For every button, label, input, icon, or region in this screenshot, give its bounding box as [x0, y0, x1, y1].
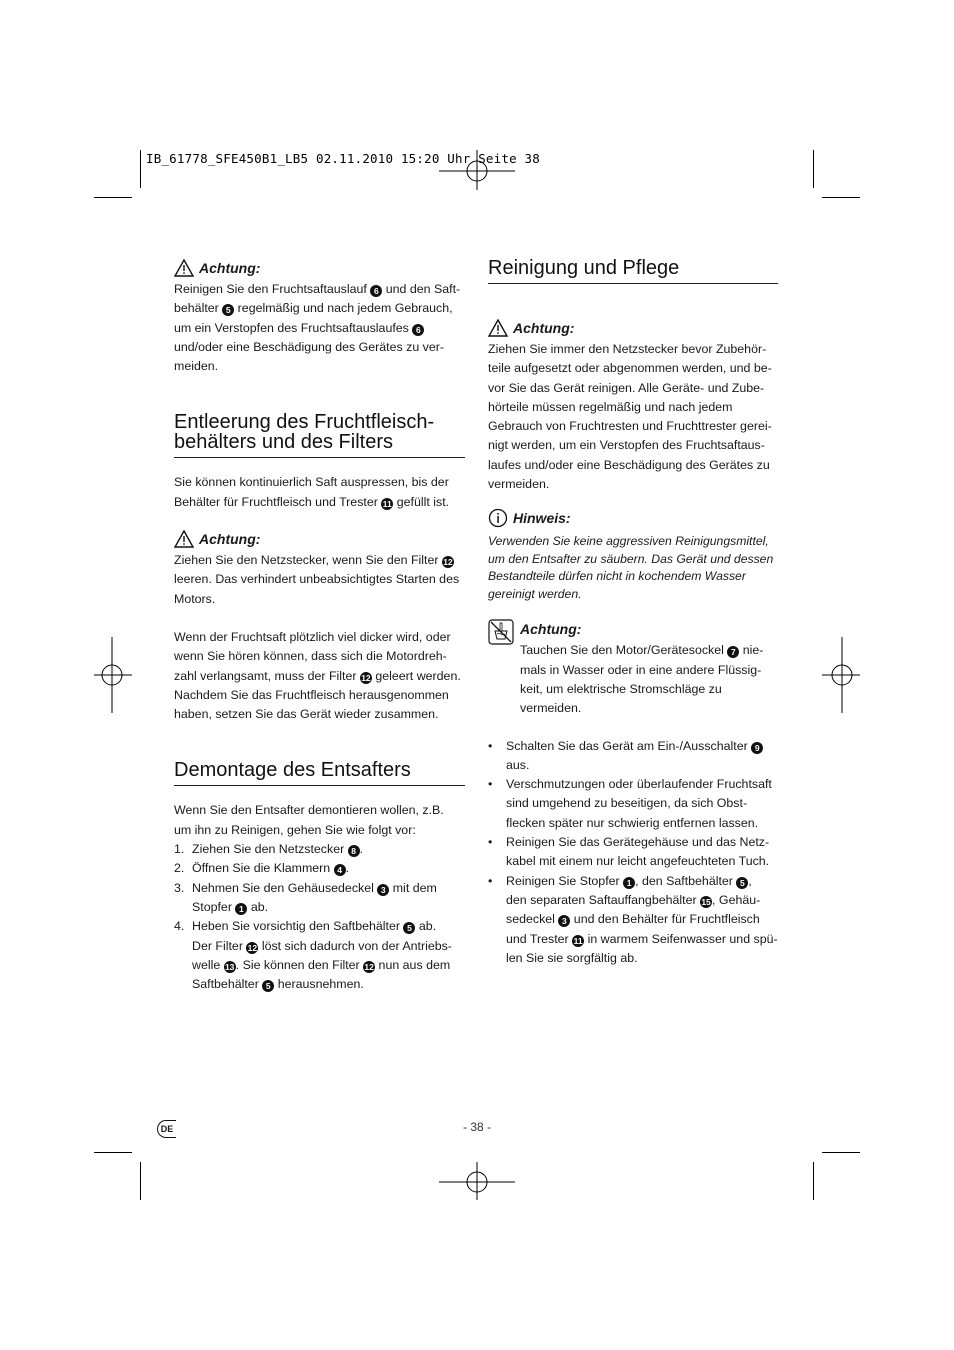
- part-number-badge: 5: [262, 980, 274, 992]
- list-marker: 2.: [174, 861, 185, 876]
- warning-triangle-icon: [488, 319, 508, 337]
- warning-title: Achtung:: [520, 621, 582, 638]
- part-number-badge: 4: [334, 864, 346, 876]
- list-item: [174, 917, 465, 994]
- print-header: IB_61778_SFE450B1_LB5 02.11.2010 15:20 Uhr Seite 38: [146, 151, 541, 166]
- warning-text: [488, 340, 778, 494]
- text-run: den separaten Saftauffangbehälter: [506, 892, 701, 907]
- text-line: [506, 833, 778, 852]
- text-line: [506, 852, 778, 871]
- text-line: [506, 872, 778, 891]
- text-run: regelmäßig und nach jedem Gebrauch,: [234, 301, 453, 316]
- text-run: vor Sie das Gerät reinigen. Alle Geräte- und Zube-: [488, 380, 765, 395]
- text-run: Heben Sie vorsichtig den Saftbehälter: [192, 919, 404, 934]
- left-column: [174, 258, 465, 994]
- text-run: und Trester: [506, 931, 573, 946]
- text-line: [174, 338, 465, 357]
- text-run: Stopfer: [192, 899, 236, 914]
- section-heading-emptying: [174, 412, 465, 458]
- part-number-badge: 3: [377, 884, 389, 896]
- text-line: [520, 641, 778, 660]
- text-run: sind umgehend zu beseitigen, da sich Obst-: [506, 796, 748, 811]
- part-number-badge: 3: [558, 915, 570, 927]
- text-run: meiden.: [174, 359, 219, 374]
- warning-title: Achtung:: [199, 531, 261, 548]
- text-run: Wenn Sie den Entsafter demontieren wollen, z.B.: [174, 803, 444, 818]
- text-line: [506, 949, 778, 968]
- text-line: [174, 628, 465, 647]
- text-run: welle: [192, 957, 224, 972]
- text-run: löst sich dadurch von der Antriebs-: [258, 938, 452, 953]
- text-run: , den Saftbehälter: [635, 873, 737, 888]
- text-line: [174, 590, 465, 609]
- part-number-badge: 5: [403, 922, 415, 934]
- text-line: [488, 436, 778, 455]
- section-heading-cleaning: Reinigung und Pflege: [488, 258, 778, 284]
- warning-heading: [174, 529, 465, 549]
- right-column: [488, 258, 778, 968]
- hint-title: Hinweis:: [513, 510, 571, 527]
- text-run: Schalten Sie das Gerät am Ein-/Ausschalter: [506, 738, 752, 753]
- emptying-intro: [174, 473, 465, 512]
- warning-heading: [488, 318, 778, 338]
- warning-triangle-icon: [174, 259, 194, 277]
- text-run: Ziehen Sie den Netzstecker, wenn Sie den Filter: [174, 553, 442, 568]
- part-number-badge: 9: [751, 742, 763, 754]
- text-line: [520, 699, 778, 718]
- text-line: [488, 417, 778, 436]
- water-warning-heading: [488, 619, 778, 639]
- text-run: .: [359, 842, 364, 857]
- text-run: gefüllt ist.: [393, 494, 450, 509]
- text-line: [192, 975, 465, 994]
- text-run: geleert werden.: [371, 668, 461, 683]
- text-run: Ziehen Sie den Netzstecker: [192, 842, 348, 857]
- text-run: . Sie können den Filter: [235, 957, 364, 972]
- text-run: und den Behälter für Fruchtfleisch: [570, 912, 760, 927]
- part-number-badge: 15: [701, 896, 711, 907]
- text-line: [506, 910, 778, 929]
- text-line: [174, 357, 465, 376]
- part-number-badge: 1: [235, 903, 247, 915]
- text-run: .: [345, 861, 350, 876]
- list-item: [174, 840, 465, 859]
- list-marker: •: [488, 873, 493, 888]
- warning-text: [174, 551, 465, 609]
- text-line: [506, 737, 778, 756]
- list-item: [488, 872, 778, 968]
- text-run: Reinigen Sie Stopfer: [506, 873, 624, 888]
- list-marker: •: [488, 835, 493, 850]
- part-number-badge: 6: [370, 285, 382, 297]
- text-line: [174, 299, 465, 318]
- text-run: , Gehäu-: [712, 892, 761, 907]
- hint-line: gereinigt werden.: [488, 586, 582, 601]
- part-number-badge: 5: [736, 877, 748, 889]
- text-run: und den Saft-: [382, 282, 461, 296]
- part-number-badge: 11: [573, 935, 583, 946]
- text-line: [192, 937, 465, 956]
- water-warning-text: [488, 641, 778, 718]
- text-line: [506, 891, 778, 910]
- text-line: [174, 667, 465, 686]
- text-line: [506, 930, 778, 949]
- warning-title: Achtung:: [513, 320, 575, 336]
- text-line: [488, 456, 778, 475]
- part-number-badge: 5: [222, 304, 234, 316]
- list-item: [488, 833, 778, 872]
- text-line: [488, 475, 778, 494]
- text-line: [488, 340, 778, 359]
- text-run: Reinigen Sie das Gerätegehäuse und das Netz-: [506, 835, 770, 850]
- water-warning: [488, 619, 778, 718]
- text-line: [174, 705, 465, 724]
- text-line: [174, 551, 465, 570]
- warning-text: [174, 280, 465, 376]
- text-line: [506, 775, 778, 794]
- text-run: wenn Sie hören können, dass sich die Motordreh-: [174, 649, 447, 664]
- list-marker: 3.: [174, 880, 185, 895]
- disassembly-intro: [174, 801, 465, 840]
- text-line: [192, 956, 465, 975]
- cleaning-bullets: [488, 737, 778, 969]
- text-run: nun aus dem: [375, 957, 451, 972]
- text-run: Öffnen Sie die Klammern: [192, 861, 334, 876]
- text-run: ,: [748, 873, 752, 888]
- text-run: in warmem Seifenwasser und spü-: [584, 931, 778, 946]
- text-line: [192, 898, 465, 917]
- hint-line: Verwenden Sie keine aggressiven Reinigungsmittel,: [488, 534, 769, 549]
- text-run: kabel mit einem nur leicht angefeuchteten Tuch.: [506, 854, 770, 869]
- list-marker: 1.: [174, 842, 185, 857]
- text-line: [174, 493, 465, 512]
- text-run: teile aufgesetzt oder abgenommen werden, und be-: [488, 361, 772, 376]
- text-line: [174, 570, 465, 589]
- part-number-badge: 12: [247, 942, 258, 953]
- text-line: [174, 801, 465, 820]
- section-heading-disassembly: Demontage des Entsafters: [174, 760, 465, 786]
- text-run: aus.: [506, 757, 530, 772]
- list-item: [488, 775, 778, 833]
- heading-line-1: Entleerung des Fruchtfleisch-: [174, 411, 435, 434]
- list-item: [488, 737, 778, 776]
- list-marker: 4.: [174, 919, 185, 934]
- text-run: mals in Wasser oder in eine andere Flüssig-: [520, 662, 762, 677]
- text-run: haben, setzen Sie das Gerät wieder zusammen.: [174, 707, 439, 722]
- text-line: [520, 661, 778, 680]
- text-run: behälter: [174, 301, 223, 316]
- text-line: [520, 680, 778, 699]
- text-line: [192, 879, 465, 898]
- text-run: ab.: [247, 899, 269, 914]
- part-number-badge: 12: [361, 672, 371, 683]
- page-number: - 38 -: [462, 1120, 491, 1134]
- language-badge: DE: [157, 1120, 176, 1138]
- hint-heading: [488, 508, 778, 528]
- part-number-badge: 1: [623, 877, 635, 889]
- text-run: Reinigen Sie den Fruchtsaftauslauf: [174, 282, 371, 296]
- text-run: hörteile müssen regelmäßig und nach jedem: [488, 399, 733, 414]
- text-line: [488, 379, 778, 398]
- list-item: [174, 879, 465, 918]
- hint-line: um den Entsafter zu säubern. Das Gerät und dessen: [488, 551, 774, 566]
- part-number-badge: 7: [727, 646, 739, 658]
- part-number-badge: 11: [382, 498, 392, 509]
- text-run: Gebrauch von Fruchtresten und Fruchttrester gerei-: [488, 419, 772, 434]
- text-run: Motors.: [174, 591, 216, 606]
- no-water-immersion-icon: [488, 619, 514, 645]
- disassembly-steps: [174, 840, 465, 994]
- text-line: [174, 647, 465, 666]
- text-run: Tauchen Sie den Motor/Gerätesockel: [520, 643, 728, 658]
- text-run: len Sie sie sorgfältig ab.: [506, 950, 638, 965]
- part-number-badge: 6: [412, 324, 424, 336]
- text-line: [174, 686, 465, 705]
- warning-triangle-icon: [174, 530, 194, 548]
- text-run: Nehmen Sie den Gehäusedeckel: [192, 880, 378, 895]
- emptying-paragraph: [174, 628, 465, 724]
- text-line: [174, 821, 465, 840]
- list-item: [174, 859, 465, 878]
- info-icon: [488, 508, 508, 528]
- text-run: Der Filter: [192, 938, 247, 953]
- text-run: Verschmutzungen oder überlaufender Fruchtsaft: [506, 777, 772, 792]
- text-run: nigt werden, um ein Verstopfen des Fruchtsaftaus-: [488, 438, 765, 453]
- text-line: [488, 398, 778, 417]
- warning-heading: [174, 258, 465, 278]
- list-marker: •: [488, 777, 493, 792]
- text-line: [506, 794, 778, 813]
- text-run: Behälter für Fruchtfleisch und Trester: [174, 494, 382, 509]
- text-line: [488, 359, 778, 378]
- text-run: Nachdem Sie das Fruchtfleisch herausgenommen: [174, 687, 449, 702]
- text-run: nie-: [739, 643, 764, 658]
- text-run: ab.: [415, 919, 437, 934]
- text-run: laufes und/oder eine Beschädigung des Gerätes zu: [488, 457, 770, 472]
- hint-line: Bestandteile dürfen nicht in kochendem Wasser: [488, 569, 746, 584]
- text-run: zahl verlangsamt, muss der Filter: [174, 668, 360, 683]
- text-run: und/oder eine Beschädigung des Gerätes zu ver-: [174, 339, 445, 354]
- text-run: vermeiden.: [520, 701, 582, 716]
- text-line: [506, 814, 778, 833]
- text-run: herausnehmen.: [274, 977, 364, 992]
- text-run: sedeckel: [506, 912, 559, 927]
- text-line: [174, 473, 465, 492]
- text-run: um ein Verstopfen des Fruchtsaftauslaufes: [174, 320, 413, 335]
- text-run: flecken später nur schwierig entfernen lassen.: [506, 815, 759, 830]
- heading-line-2: behälters und des Filters: [174, 431, 394, 454]
- part-number-badge: 12: [364, 961, 374, 972]
- text-line: [174, 319, 465, 338]
- text-run: leeren. Das verhindert unbeabsichtigtes Starten des: [174, 572, 460, 587]
- list-marker: •: [488, 738, 493, 753]
- text-line: [174, 280, 465, 299]
- text-run: keit, um elektrische Stromschläge zu: [520, 681, 722, 696]
- text-run: Sie können kontinuierlich Saft auspressen, bis der: [174, 475, 449, 490]
- text-run: mit dem: [389, 880, 437, 895]
- text-line: [506, 756, 778, 775]
- part-number-badge: 12: [443, 557, 453, 568]
- text-run: um ihn zu Reinigen, gehen Sie wie folgt vor:: [174, 822, 416, 837]
- warning-title: Achtung:: [199, 260, 261, 276]
- text-line: [192, 917, 465, 936]
- text-run: vermeiden.: [488, 477, 550, 492]
- part-number-badge: 13: [224, 961, 235, 972]
- text-run: Saftbehälter: [192, 977, 263, 992]
- part-number-badge: 8: [348, 845, 360, 857]
- text-run: Ziehen Sie immer den Netzstecker bevor Zubehör-: [488, 342, 767, 356]
- text-run: Wenn der Fruchtsaft plötzlich viel dicker wird, oder: [174, 629, 451, 644]
- hint-text: [488, 533, 778, 603]
- text-line: [192, 859, 465, 878]
- text-line: [192, 840, 465, 859]
